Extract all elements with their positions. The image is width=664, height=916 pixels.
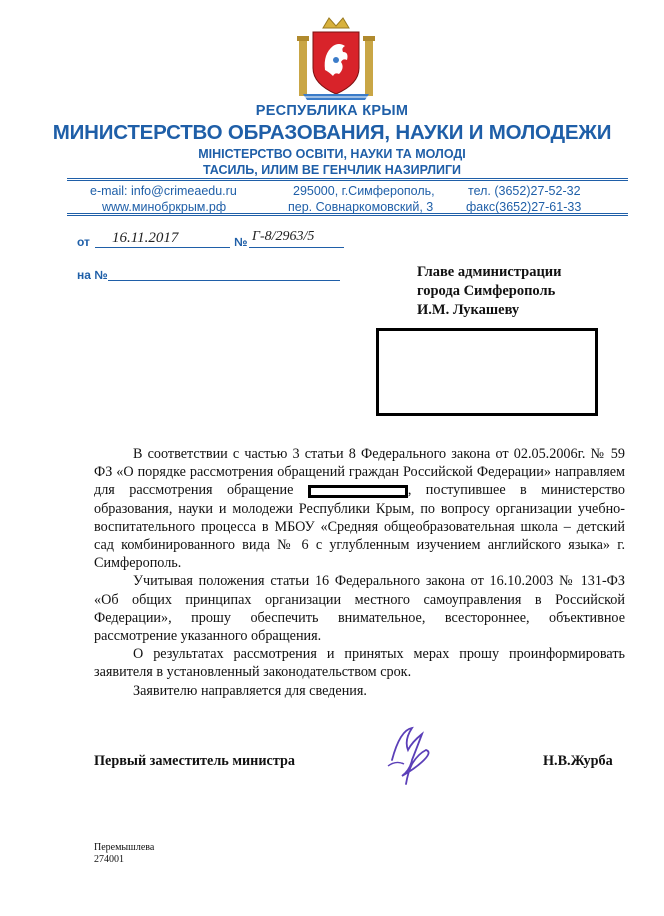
- paragraph-3: О результатах рассмотрения и принятых мерах прошу проинформировать заявителя в установленный законодательством срок.: [94, 646, 625, 681]
- contact-address-2: пер. Совнаркомовский, 3: [288, 200, 434, 214]
- redacted-address-box: [376, 328, 598, 416]
- contact-address-1: 295000, г.Симферополь,: [293, 184, 435, 198]
- ministry-title-ru: МИНИСТЕРСТВО ОБРАЗОВАНИЯ, НАУКИ И МОЛОДЕЖИ: [52, 121, 612, 144]
- republic-title: РЕСПУБЛИКА КРЫМ: [255, 103, 409, 119]
- redacted-name: [308, 485, 408, 498]
- paragraph-1-part-a: В соответствии с частью 3 статьи 8 Федерального закона от 02.05.2006г. № 59 ФЗ «О порядке рассмотрения обращений граждан Российской Федерации» направляем для рассмотрения обращение: [94, 446, 625, 499]
- executor-name: Перемышлева: [94, 842, 155, 853]
- date-value: 16.11.2017: [112, 230, 179, 246]
- number-label: №: [234, 235, 248, 249]
- ministry-title-ua: МІНІСТЕРСТВО ОСВІТИ, НАУКИ ТА МОЛОДІ: [198, 147, 466, 161]
- number-underline: [249, 247, 344, 248]
- paragraph-2: Учитывая положения статьи 16 Федерального закона от 16.10.2003 № 131-ФЗ «Об общих принципах организации местного самоуправления в Российской Федерации», прошу обеспечить внимательное, всестороннее, объективное рассмотрение указанного обращения.: [94, 573, 625, 645]
- date-underline: [95, 247, 230, 248]
- number-value: Г-8/2963/5: [252, 229, 315, 244]
- addressee-line-2: города Симферополь: [417, 283, 556, 299]
- contact-fax: факс(3652)27-61-33: [466, 200, 582, 214]
- letter-body: [94, 445, 625, 700]
- incoming-ref-label: на №: [77, 268, 108, 282]
- contact-website: www.минобркрым.рф: [102, 200, 227, 214]
- addressee-line-3: И.М. Лукашеву: [417, 302, 520, 318]
- paragraph-1-part-b: , поступившее в министерство образования, науки и молодежи Республики Крым, по вопросу организации учебно-воспитательного процесса в МБОУ «Средняя общеобразовательная школа – детский сад комбинированного вида № 6 с углубленным изучением английского языка» г. Симферополь.: [94, 482, 625, 572]
- contact-phone: тел. (3652)27-52-32: [468, 184, 581, 198]
- executor-phone: 274001: [94, 854, 124, 865]
- date-label: от: [77, 235, 90, 249]
- paragraph-1: [94, 445, 625, 572]
- incoming-ref-underline: [108, 280, 340, 281]
- addressee-line-1: Главе администрации: [417, 264, 562, 280]
- ministry-title-crh: ТАСИЛЬ, ИЛИМ ВЕ ГЕНЧЛИК НАЗИРЛИГИ: [202, 163, 462, 177]
- addressee-block: [417, 263, 562, 320]
- handwritten-signature: [382, 720, 442, 790]
- footer-executor: [94, 842, 154, 866]
- signatory-name: Н.В.Журба: [543, 753, 613, 769]
- signatory-position: Первый заместитель министра: [94, 753, 295, 769]
- crimea-coat-of-arms-logo: [295, 14, 377, 102]
- paragraph-4: Заявителю направляется для сведения.: [133, 682, 367, 699]
- contact-email: e-mail: info@crimeaedu.ru: [90, 184, 237, 198]
